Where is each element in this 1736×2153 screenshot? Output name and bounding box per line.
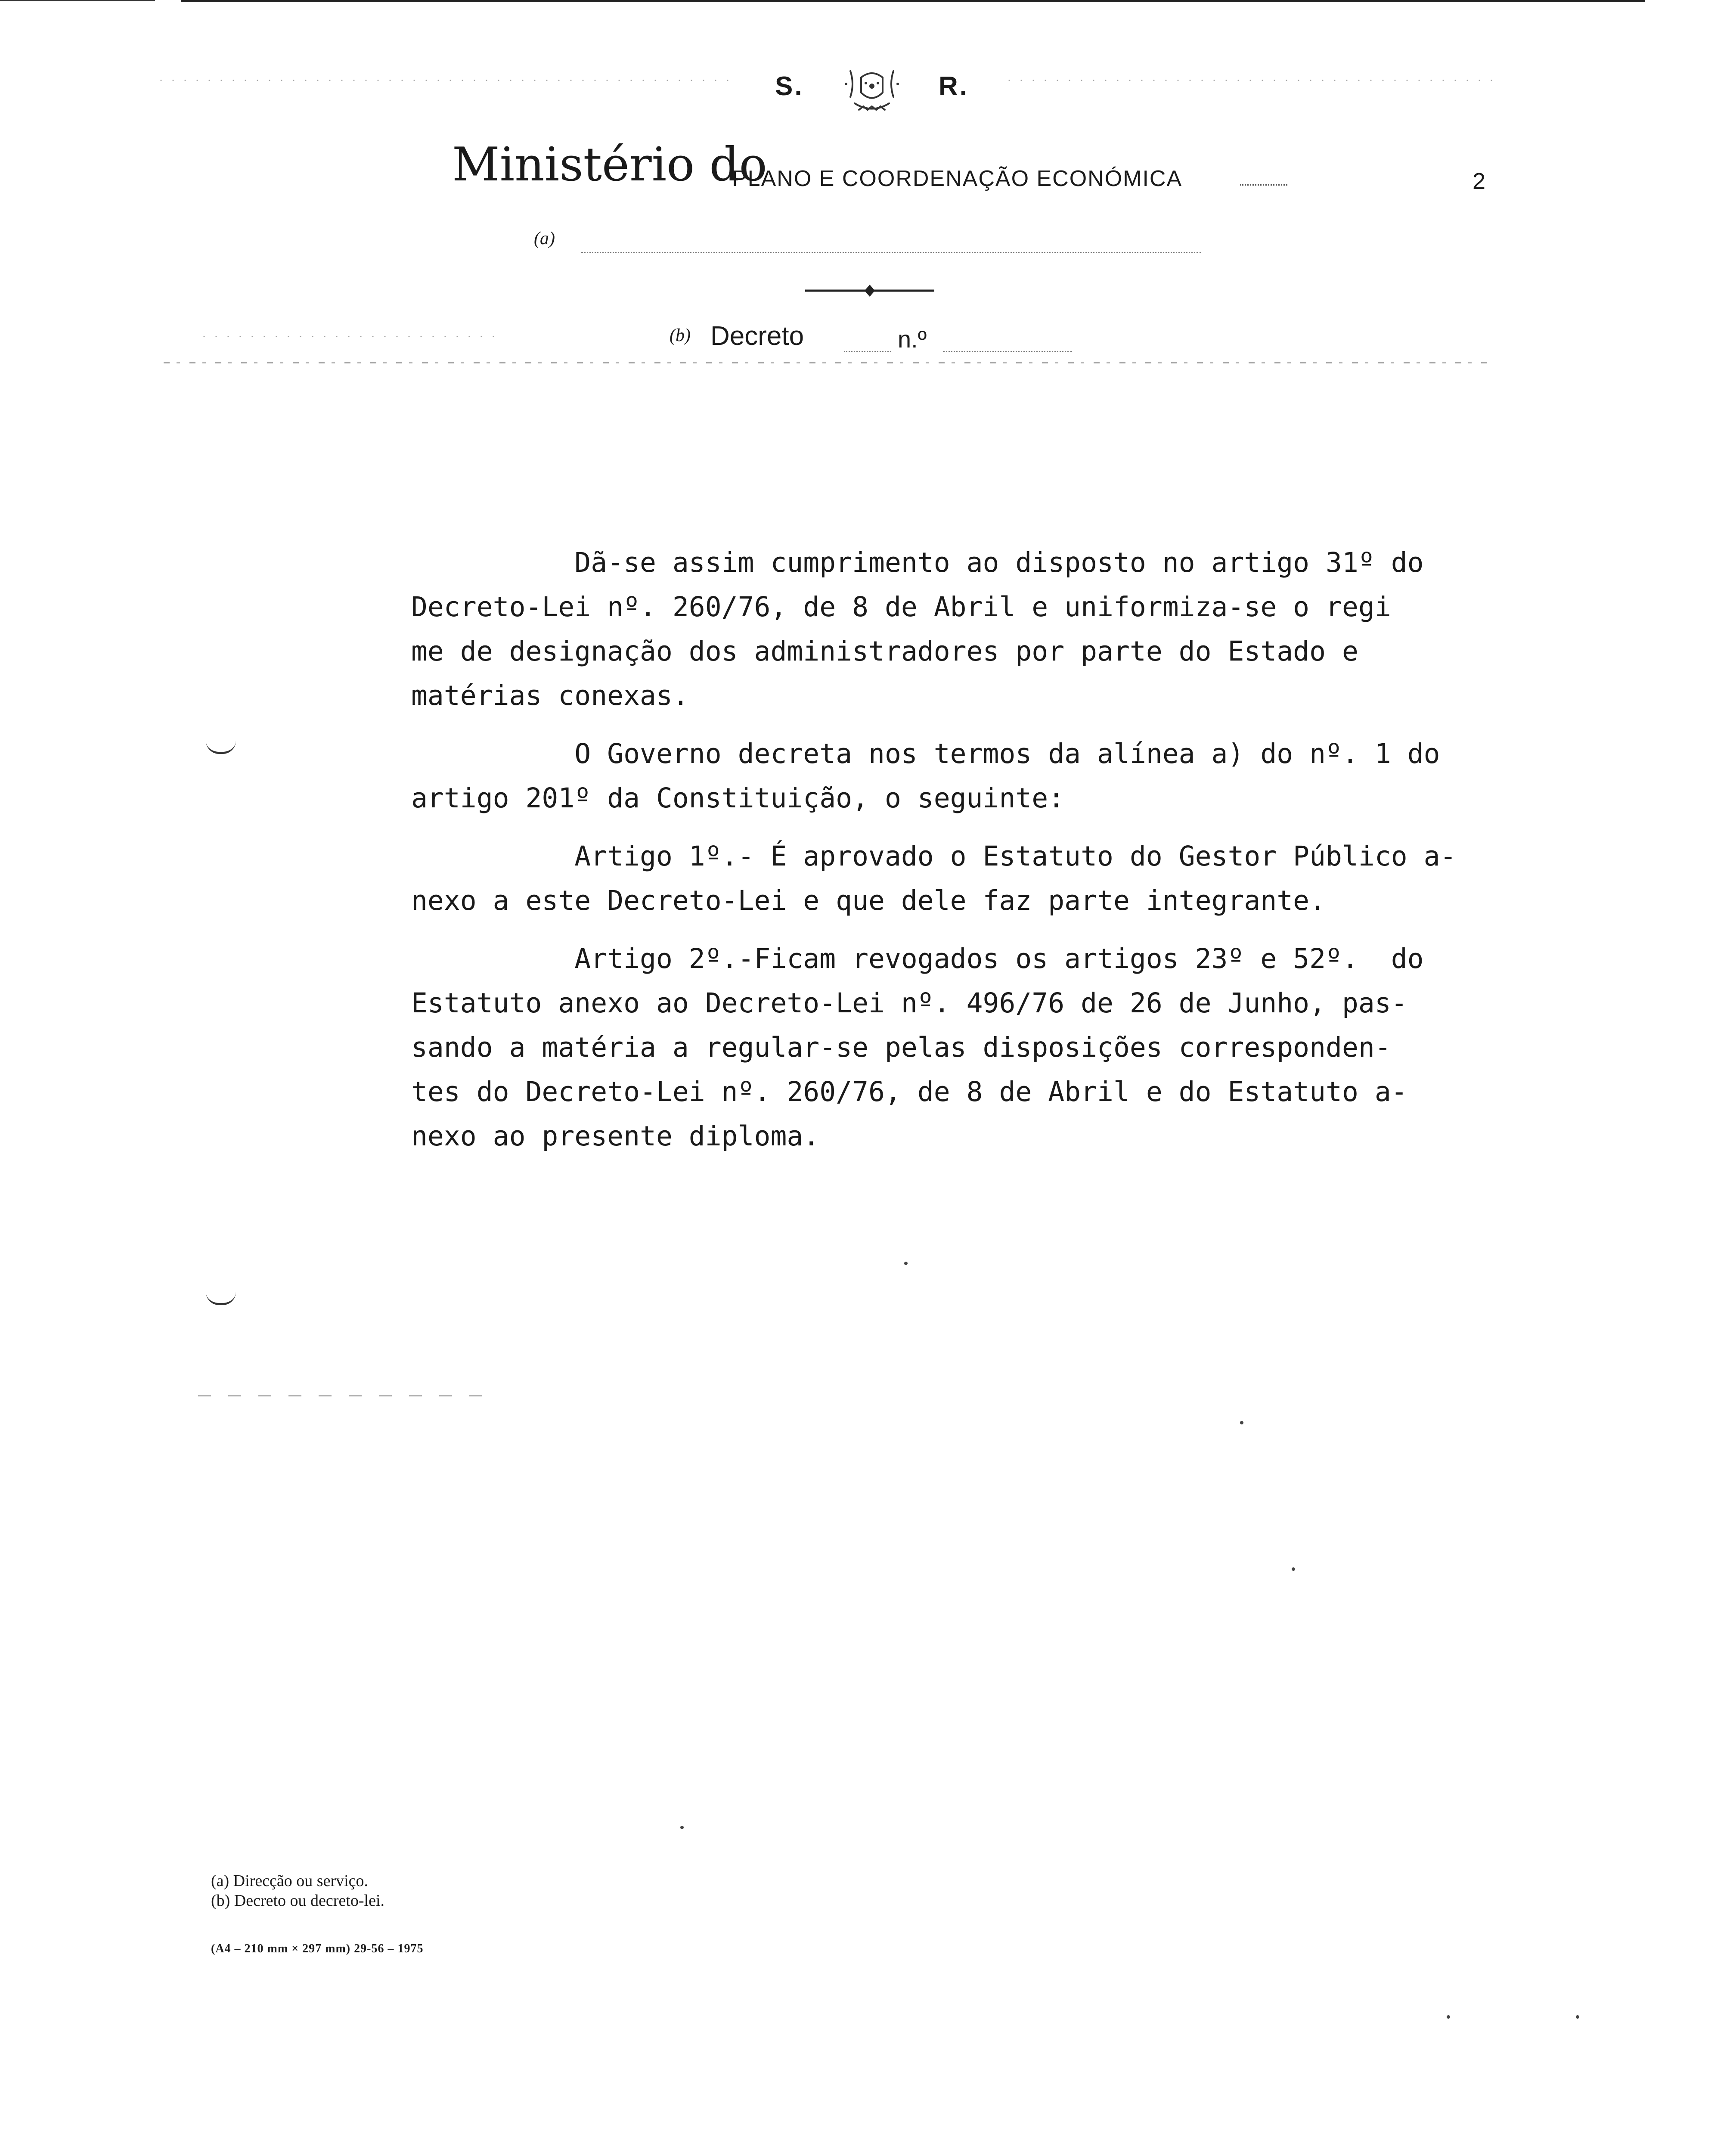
coat-of-arms-icon bbox=[837, 62, 906, 118]
decree-number-label: n.º bbox=[898, 326, 927, 353]
body-line: sando a matéria a regular-se pelas disposições corresponden- bbox=[411, 1032, 1391, 1063]
form-print-code: (A4 – 210 mm × 297 mm) 29-56 – 1975 bbox=[211, 1942, 424, 1955]
paper-speck bbox=[680, 1826, 684, 1829]
form-footnotes bbox=[211, 1871, 384, 1911]
paper-speck bbox=[1447, 2015, 1450, 2019]
body-line: Decreto-Lei nº. 260/76, de 8 de Abril e uniformiza-se o regi bbox=[411, 591, 1391, 623]
paper-speck bbox=[1292, 1567, 1295, 1571]
top-edge-rule bbox=[181, 0, 1645, 2]
body-line: Dã-se assim cumprimento ao disposto no artigo 31º do bbox=[411, 547, 1424, 578]
decree-body bbox=[411, 540, 1513, 1158]
emblem-line-dots-left bbox=[155, 80, 732, 81]
decree-type-label: Decreto bbox=[710, 321, 804, 351]
emblem-letter-right: R. bbox=[939, 71, 969, 101]
top-edge-rule-left bbox=[0, 0, 155, 1]
body-line: Artigo 2º.-Ficam revogados os artigos 23º e 52º. do bbox=[411, 943, 1424, 974]
body-line: Estatuto anexo ao Decreto-Lei nº. 496/76 de 26 de Junho, pas- bbox=[411, 987, 1407, 1019]
ministry-name: PLANO E COORDENAÇÃO ECONÓMICA bbox=[732, 166, 1183, 191]
paper-speck bbox=[904, 1262, 908, 1265]
field-a-label: (a) bbox=[534, 229, 555, 248]
body-line: tes do Decreto-Lei nº. 260/76, de 8 de Abril e do Estatuto a- bbox=[411, 1076, 1407, 1108]
paper-speck bbox=[1240, 1421, 1243, 1424]
paragraph-enacting-clause bbox=[411, 732, 1513, 820]
field-a-dotted-line bbox=[581, 252, 1201, 253]
decree-line-dots-left bbox=[198, 336, 499, 337]
ornament-divider-icon bbox=[805, 282, 934, 299]
page-number: 2 bbox=[1472, 168, 1486, 194]
body-line: Artigo 1º.- É aprovado o Estatuto do Gestor Público a- bbox=[411, 841, 1457, 872]
paragraph-preamble bbox=[411, 540, 1513, 718]
body-line: nexo ao presente diploma. bbox=[411, 1120, 820, 1152]
emblem-line-dots-right bbox=[1003, 80, 1498, 81]
paper-speck bbox=[1576, 2015, 1579, 2019]
body-line: nexo a este Decreto-Lei e que dele faz parte integrante. bbox=[411, 885, 1326, 916]
body-line: matérias conexas. bbox=[411, 680, 689, 711]
decree-number-dotted-line bbox=[943, 351, 1072, 352]
footnote-b: (b) Decreto ou decreto-lei. bbox=[211, 1892, 385, 1910]
paragraph-article-1 bbox=[411, 834, 1513, 923]
body-line: artigo 201º da Constituição, o seguinte: bbox=[411, 782, 1065, 814]
paragraph-article-2 bbox=[411, 937, 1513, 1158]
faint-dashes bbox=[198, 1395, 499, 1396]
decree-type-dotted-line bbox=[844, 351, 891, 352]
body-line: me de designação dos administradores por parte do Estado e bbox=[411, 636, 1358, 667]
body-line: O Governo decreta nos termos da alínea a) do nº. 1 do bbox=[411, 738, 1440, 769]
emblem-letter-left: S. bbox=[775, 71, 804, 101]
header-rule bbox=[164, 362, 1490, 363]
margin-mark bbox=[206, 741, 236, 754]
footnote-a: (a) Direcção ou serviço. bbox=[211, 1872, 369, 1890]
margin-mark bbox=[206, 1292, 236, 1305]
ministry-fill-dots bbox=[1240, 184, 1287, 186]
field-b-label: (b) bbox=[670, 326, 691, 345]
ministry-prefix: Ministério do bbox=[452, 138, 767, 192]
